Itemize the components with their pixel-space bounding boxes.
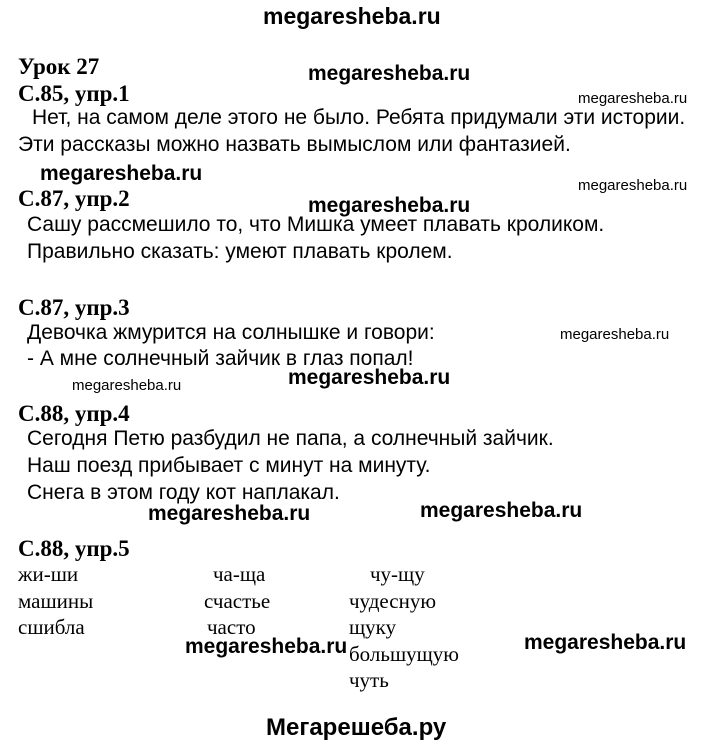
col1-title: жи-ши xyxy=(18,562,79,586)
watermark: megaresheba.ru xyxy=(308,62,471,85)
watermark: megaresheba.ru xyxy=(40,162,203,185)
ex1-heading: С.85, упр.1 xyxy=(18,81,130,106)
ex4-line-2: Наш поезд прибывает с минут на минуту. xyxy=(27,454,431,477)
footer-watermark: Мегарешеба.ру xyxy=(266,714,447,741)
ex3-line-1: Девочка жмурится на солнышке и говори: xyxy=(27,321,435,344)
ex4-heading: С.88, упр.4 xyxy=(18,401,130,426)
col3-word-1: чудесную xyxy=(349,589,437,613)
watermark: megaresheba.ru xyxy=(308,194,471,217)
watermark: megaresheba.ru xyxy=(185,635,348,658)
col3-word-3: большущую xyxy=(349,642,459,666)
col2-word-1: счастье xyxy=(204,589,271,613)
col1-word-2: сшибла xyxy=(18,615,85,639)
col1-word-1: машины xyxy=(18,589,94,613)
watermark: megaresheba.ru xyxy=(524,631,687,654)
ex1-line-1: Нет, на самом деле этого не было. Ребята придумали эти истории. xyxy=(32,106,686,129)
watermark: megaresheba.ru xyxy=(420,499,583,522)
ex3-heading: С.87, упр.3 xyxy=(18,295,130,320)
small-watermark: megaresheba.ru xyxy=(72,377,182,394)
ex2-line-2: Правильно сказать: умеют плавать кролем. xyxy=(27,240,453,263)
top-watermark: megaresheba.ru xyxy=(263,3,441,29)
small-watermark: megaresheba.ru xyxy=(560,326,670,343)
ex2-line-1: Сашу рассмешило то, что Мишка умеет плавать кроликом. xyxy=(27,213,605,236)
ex4-line-1: Сегодня Петю разбудил не папа, а солнечный зайчик. xyxy=(27,427,554,450)
lesson-title: Урок 27 xyxy=(18,54,100,79)
watermark: megaresheba.ru xyxy=(288,366,451,389)
ex4-line-3: Снега в этом году кот наплакал. xyxy=(27,481,340,504)
small-watermark: megaresheba.ru xyxy=(578,90,688,107)
col2-word-2: часто xyxy=(207,615,256,639)
col3-word-2: щуку xyxy=(349,615,397,639)
col3-word-4: чуть xyxy=(349,668,389,692)
ex1-line-2: Эти рассказы можно назвать вымыслом или фантазией. xyxy=(18,133,571,156)
col3-title: чу-щу xyxy=(370,562,425,586)
col2-title: ча-ща xyxy=(213,562,266,586)
ex5-heading: С.88, упр.5 xyxy=(18,536,130,561)
small-watermark: megaresheba.ru xyxy=(578,177,688,194)
watermark: megaresheba.ru xyxy=(148,502,311,525)
ex2-heading: С.87, упр.2 xyxy=(18,186,130,211)
ex3-line-2: - А мне солнечный зайчик в глаз попал! xyxy=(27,347,414,370)
